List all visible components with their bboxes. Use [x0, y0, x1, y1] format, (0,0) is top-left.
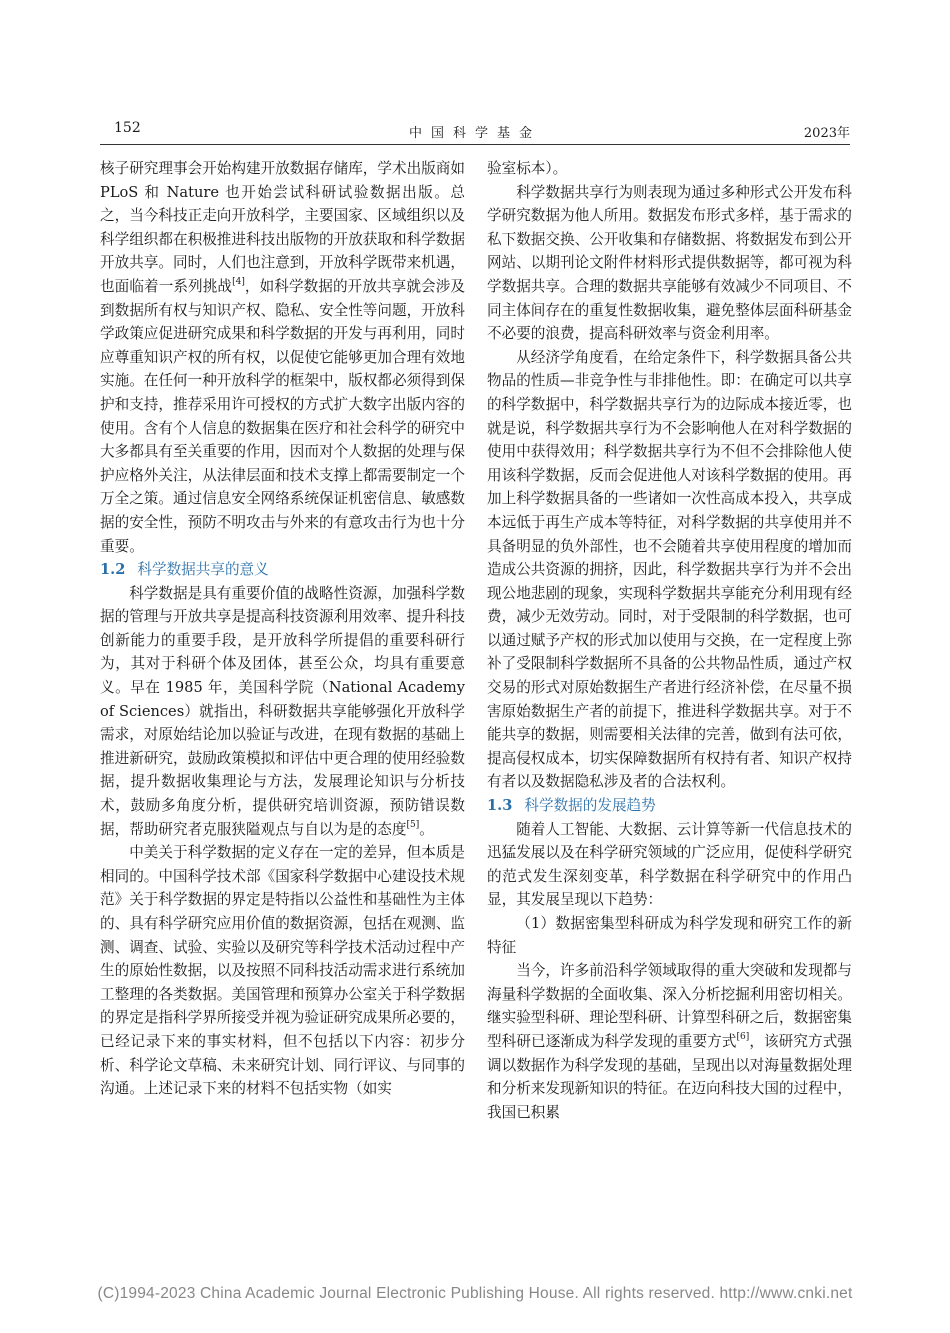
paragraph: 中美关于科学数据的定义存在一定的差异，但本质是相同的。中国科学技术部《国家科学数据中心建设技术规范》关于科学数据的界定是特指以公益性和基础性为主体的、具有科学研究应用价值的数据资源，包括在观测、监测、调查、试验、实验以及研究等科学技术活动过程中产生的原始性数据，以及按照不同科技活动需求进行系统加工整理的各类数据。美国管理和预算办公室关于科学数据的界定是指科学界所接受并视为验证研究成果所必要的，已经记录下来的事实材料，但不包括以下内容：初步分析、科学论文草稿、未来研究计划、同行评议、与同事的沟通。上述记录下来的材料不包括实物（如实: [100, 844, 465, 1098]
page-number: 152: [114, 120, 141, 136]
list-item-trend-1: （1）数据密集型科研成为科学发现和研究工作的新特征: [487, 915, 852, 956]
paragraph: 从经济学角度看，在给定条件下，科学数据具备公共物品的性质—非竞争性与非排他性。即：在确定可以共享的科学数据中，科学数据共享行为的边际成本接近零，也就是说，科学数据共享行为不会影响他人在对科学数据的使用中获得效用；科学数据共享行为不但不会排除他人使用该科学数据，反而会促进他人对该科学数据的使用。再加上科学数据具备的一些诸如一次性高成本投入，共享成本远低于再生产成本等特征，对科学数据的共享使用并不具备明显的负外部性，也不会随着共享使用程度的增加而造成公共资源的拥挤，因此，科学数据共享行为并不会出现公地悲剧的现象，实现科学数据共享能充分利用现有经费，减少无效劳动。同时，对于受限制的科学数据，也可以通过赋予产权的形式加以使用与交换，在一定程度上弥补了受限制科学数据所不具备的公共物品性质，通过产权交易的形式对原始数据生产者进行经济补偿，在尽量不损害原始数据生产者的前提下，推进科学数据共享。对于不能共享的数据，则需要相关法律的完善，做到有法可依，提高侵权成本，切实保障数据所有权持有者、知识产权持有者以及数据隐私涉及者的合法权利。: [487, 348, 852, 791]
paragraph: 当今，许多前沿科学领域取得的重大突破和发现都与海量科学数据的全面收集、深入分析挖掘利用密切相关。继实验型科研、理论型科研、计算型科研之后，数据密集型科研已逐渐成为科学发现的重要方式[6]，该研究方式强调以数据作为科学发现的基础，呈现出以对海量数据处理和分析来发现新知识的特征。在迈向科技大国的过程中，我国已积累: [487, 962, 852, 1121]
copyright-footer: (C)1994-2023 China Academic Journal Electronic Publishing House. All rights reserved. http://www.cnki.net: [97, 1285, 853, 1302]
paragraph: 随着人工智能、大数据、云计算等新一代信息技术的迅猛发展以及在科学研究领域的广泛应用，促使科学研究的范式发生深刻变革，科学数据在科学研究中的作用凸显，其发展呈现以下趋势：: [487, 820, 852, 909]
journal-title: 中国科学基金: [408, 126, 541, 141]
section-heading-1-3: 1.3 科学数据的发展趋势: [487, 797, 656, 815]
citation-ref[interactable]: [6]: [736, 1031, 750, 1042]
paragraph: 科学数据是具有重要价值的战略性资源，加强科学数据的管理与开放共享是提高科技资源利用效率、提升科技创新能力的重要手段，是开放科学所提倡的重要科研行为，其对于科研个体及团体，甚至公众，均具有重要意义。早在 1985 年，美国科学院（National Academy of Sciences）就指出，科研数据共享能够强化开放科学需求，对原始结论加以验证与改进，在现有数据的基础上推进新研究，鼓励政策模拟和评估中更合理的使用经验数据，提升数据收集理论与方法，发展理论知识与分析技术，鼓励多角度分析，提供研究培训资源，预防错误数据，帮助研究者克服狭隘观点与自以为是的态度[5]。: [100, 584, 465, 838]
citation-ref[interactable]: [4]: [232, 276, 245, 287]
paragraph-continued: 核子研究理事会开始构建开放数据存储库，学术出版商如 PLoS 和 Nature 也开始尝试科研试验数据出版。总之，当今科技正走向开放科学，主要国家、区域组织以及科学组织都在积极推进科技出版物的开放获取和科学数据开放共享。同时，人们也注意到，开放科学既带来机遇，也面临着一系列挑战[4]，如科学数据的开放共享就会涉及到数据所有权与知识产权、隐私、安全性等问题，开放科学政策应促进研究成果和科学数据的开发与再利用，同时应尊重知识产权的所有权，以促使它能够更加合理有效地实施。在任何一种开放科学的框架中，版权都必须得到保护和支持，推荐采用许可授权的方式扩大数字出版内容的使用。含有个人信息的数据集在医疗和社会科学的研究中大多都具有至关重要的作用，因而对个人数据的处理与保护应格外关注，从法律层面和技术支撑上都需要制定一个万全之策。通过信息安全网络系统保证机密信息、敏感数据的安全性，预防不明攻击与外来的有意攻击行为也十分重要。: [100, 160, 465, 555]
right-column: [487, 157, 852, 1124]
left-column: [100, 157, 465, 1101]
section-heading-1-2: 1.2 科学数据共享的意义: [100, 561, 269, 579]
citation-ref[interactable]: [5]: [406, 819, 420, 830]
paragraph-continued: 验室标本）。: [487, 160, 568, 177]
paragraph: 科学数据共享行为则表现为通过多种形式公开发布科学研究数据为他人所用。数据发布形式多样，基于需求的私下数据交换、公开收集和存储数据、将数据发布到公开网站、以期刊论文附件材料形式提供数据等，都可视为科学数据共享。合理的数据共享能够有效减少不同项目、不同主体间存在的重复性数据收集，避免整体层面科研基金不必要的浪费，提高科研效率与资金利用率。: [487, 183, 852, 343]
page-header: [100, 118, 850, 145]
journal-year: 2023年: [803, 126, 850, 141]
